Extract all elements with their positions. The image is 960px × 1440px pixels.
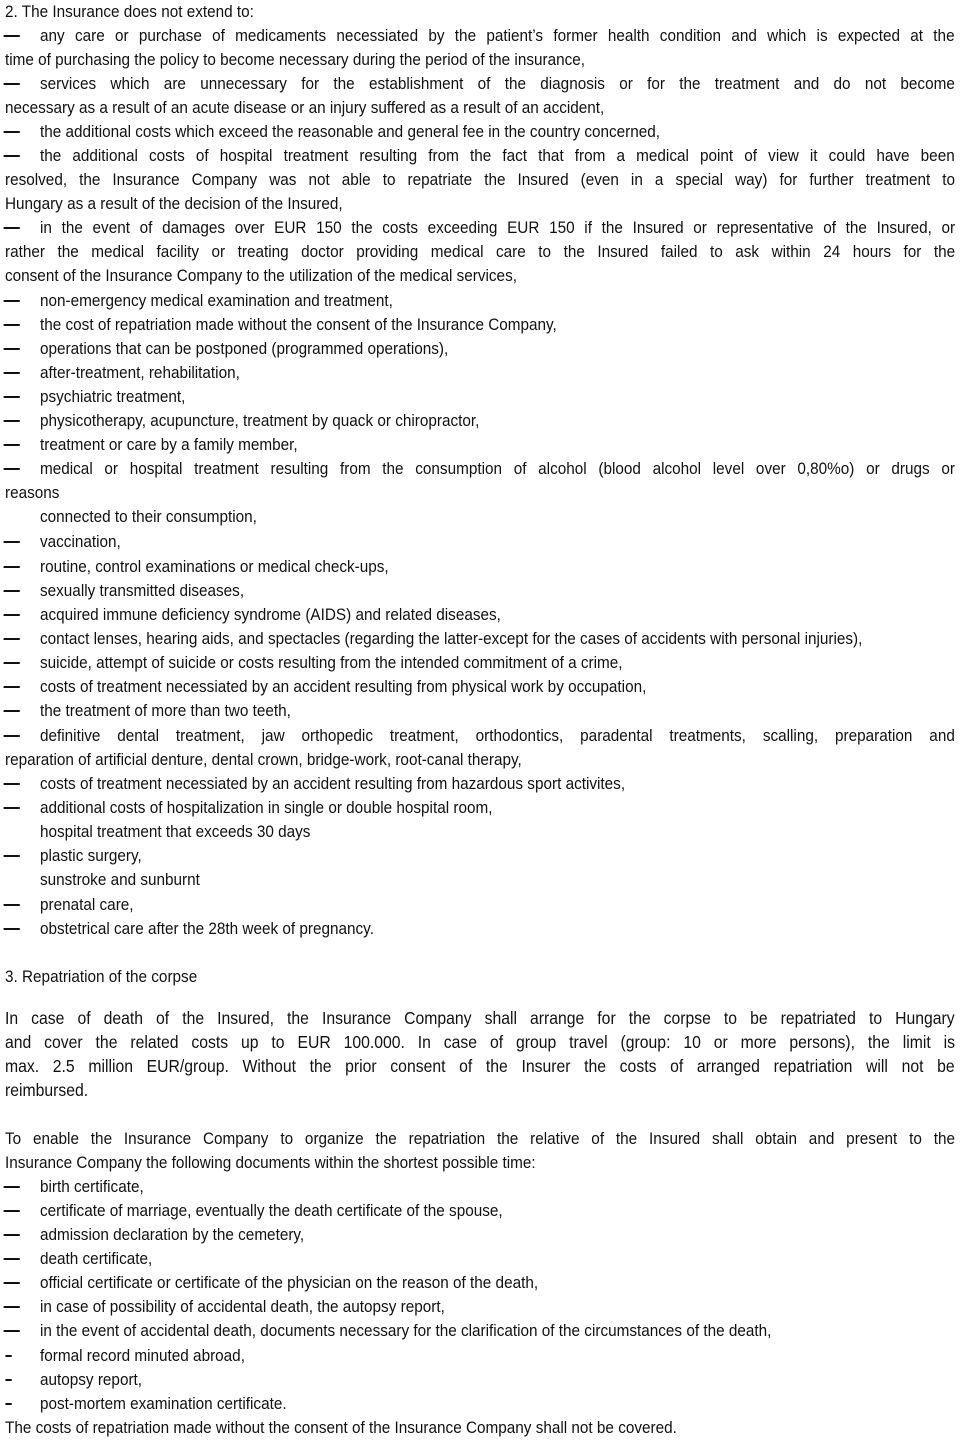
document-item: in case of possibility of accidental death, the autopsy report, — [39, 1297, 445, 1316]
em-dash-bullet-icon — [4, 662, 20, 664]
em-dash-bullet-icon — [4, 131, 20, 133]
exclusion-item: prenatal care, — [39, 895, 134, 914]
em-dash-bullet-icon — [4, 541, 20, 543]
document-subitem: formal record minuted abroad, — [39, 1346, 245, 1365]
document-item: official certificate or certificate of the physician on the reason of the death, — [39, 1273, 539, 1292]
em-dash-bullet-icon — [4, 1330, 20, 1332]
em-dash-bullet-icon — [4, 348, 20, 350]
exclusion-item: sexually transmitted diseases, — [39, 581, 245, 600]
exclusion-item-continuation: reasons — [4, 483, 60, 503]
em-dash-bullet-icon — [4, 638, 20, 640]
em-dash-bullet-icon — [4, 686, 20, 688]
section-2-heading: 2. The Insurance does not extend to: — [4, 2, 254, 21]
em-dash-bullet-icon — [4, 710, 20, 712]
em-dash-bullet-icon — [4, 566, 20, 568]
hyphen-bullet-icon — [5, 1379, 11, 1381]
em-dash-bullet-icon — [4, 783, 20, 785]
exclusion-item: psychiatric treatment, — [39, 387, 186, 406]
document-item: birth certificate, — [39, 1177, 144, 1196]
exclusion-item-continuation: rather the medical facility or treating doctor providing medical care to the Insured failed to ask within 24 hours for the — [4, 242, 956, 262]
exclusion-item: contact lenses, hearing aids, and spectacles (regarding the latter-except for the cases of accidents with personal injuries), — [39, 629, 863, 648]
exclusion-item: the additional costs which exceed the reasonable and general fee in the country concerned, — [39, 122, 661, 141]
document-item: certificate of marriage, eventually the death certificate of the spouse, — [39, 1201, 503, 1220]
exclusion-item-continuation: reparation of artificial denture, dental crown, bridge-work, root-canal therapy, — [4, 750, 522, 770]
exclusion-item: treatment or care by a family member, — [39, 435, 298, 454]
exclusion-item-continuation: consent of the Insurance Company to the utilization of the medical services, — [4, 266, 517, 286]
exclusion-item: medical or hospital treatment resulting from the consumption of alcohol (blood alcohol level over 0,80%o) or drugs or — [39, 459, 955, 478]
exclusion-item: routine, control examinations or medical check-ups, — [39, 557, 389, 576]
em-dash-bullet-icon — [4, 300, 20, 302]
em-dash-bullet-icon — [4, 735, 20, 737]
em-dash-bullet-icon — [4, 35, 20, 37]
exclusion-item-continuation: hospital treatment that exceeds 30 days — [39, 822, 311, 842]
em-dash-bullet-icon — [4, 420, 20, 422]
document-item: admission declaration by the cemetery, — [39, 1225, 305, 1244]
em-dash-bullet-icon — [4, 928, 20, 930]
repatriation-paragraph-line: In case of death of the Insured, the Insurance Company shall arrange for the corpse to be repatriated to Hungary — [4, 1008, 955, 1028]
document-subitem: autopsy report, — [39, 1370, 143, 1389]
document-item: in the event of accidental death, documents necessary for the clarification of the circumstances of the death, — [39, 1321, 772, 1340]
em-dash-bullet-icon — [4, 1234, 20, 1236]
exclusion-item: additional costs of hospitalization in single or double hospital room, — [39, 798, 493, 817]
exclusion-item-continuation: time of purchasing the policy to become necessary during the period of the insurance, — [4, 50, 586, 70]
documents-intro-line: Insurance Company the following documents within the shortest possible time: — [4, 1153, 536, 1172]
exclusion-item: operations that can be postponed (programmed operations), — [39, 339, 449, 358]
exclusion-item: in the event of damages over EUR 150 the costs exceeding EUR 150 if the Insured or representative of the Insured, or — [39, 218, 956, 237]
repatriation-paragraph-line: max. 2.5 million EUR/group. Without the prior consent of the Insurer the costs of arranged repatriation will not be — [4, 1056, 955, 1076]
exclusion-item: services which are unnecessary for the establishment of the diagnosis or for the treatment and do not become — [39, 74, 955, 93]
em-dash-bullet-icon — [4, 614, 20, 616]
exclusion-item: any care or purchase of medicaments necessiated by the patient’s former health condition and which is expected at the — [39, 26, 955, 45]
documents-intro-line: To enable the Insurance Company to organize the repatriation the relative of the Insured shall obtain and present to the — [4, 1129, 955, 1148]
exclusion-item: acquired immune deficiency syndrome (AIDS) and related diseases, — [39, 605, 501, 624]
closing-note: The costs of repatriation made without the consent of the Insurance Company shall not be covered. — [4, 1418, 677, 1437]
exclusion-item: definitive dental treatment, jaw orthopedic treatment, orthodontics, paradental treatments, scalling, preparation and — [39, 726, 955, 745]
exclusion-item: after-treatment, rehabilitation, — [39, 363, 240, 382]
exclusion-item-continuation: resolved, the Insurance Company was not able to repatriate the Insured (even in a special way) for further treatment to — [4, 170, 956, 190]
em-dash-bullet-icon — [4, 1258, 20, 1260]
exclusion-item-continuation: necessary as a result of an acute disease or an injury suffered as a result of an accident, — [4, 98, 605, 118]
em-dash-bullet-icon — [4, 855, 20, 857]
exclusion-item-continuation: connected to their consumption, — [39, 507, 257, 527]
exclusion-item: non-emergency medical examination and treatment, — [39, 291, 393, 310]
hyphen-bullet-icon — [5, 1403, 11, 1405]
em-dash-bullet-icon — [4, 372, 20, 374]
em-dash-bullet-icon — [4, 444, 20, 446]
em-dash-bullet-icon — [4, 1186, 20, 1188]
exclusion-item: costs of treatment necessiated by an accident resulting from hazardous sport activites, — [39, 774, 626, 793]
em-dash-bullet-icon — [4, 324, 20, 326]
exclusion-item: plastic surgery, — [39, 846, 142, 865]
em-dash-bullet-icon — [4, 904, 20, 906]
em-dash-bullet-icon — [4, 1210, 20, 1212]
em-dash-bullet-icon — [4, 1282, 20, 1284]
em-dash-bullet-icon — [4, 1306, 20, 1308]
em-dash-bullet-icon — [4, 155, 20, 157]
document-item: death certificate, — [39, 1249, 153, 1268]
exclusion-item: the treatment of more than two teeth, — [39, 701, 291, 720]
repatriation-paragraph-line: and cover the related costs up to EUR 100.000. In case of group travel (group: 10 or more persons), the limit is — [4, 1032, 955, 1052]
exclusion-item: physicotherapy, acupuncture, treatment by quack or chiropractor, — [39, 411, 480, 430]
exclusion-item: costs of treatment necessiated by an accident resulting from physical work by occupation, — [39, 677, 647, 696]
document-subitem: post-mortem examination certificate. — [39, 1394, 287, 1413]
em-dash-bullet-icon — [4, 807, 20, 809]
exclusion-item: vaccination, — [39, 532, 121, 551]
section-3-heading: 3. Repatriation of the corpse — [4, 967, 198, 986]
em-dash-bullet-icon — [4, 396, 20, 398]
em-dash-bullet-icon — [4, 468, 20, 470]
exclusion-item: suicide, attempt of suicide or costs resulting from the intended commitment of a crime, — [39, 653, 623, 672]
exclusion-item: the cost of repatriation made without the consent of the Insurance Company, — [39, 315, 557, 334]
exclusion-item: obstetrical care after the 28th week of pregnancy. — [39, 919, 374, 938]
em-dash-bullet-icon — [4, 590, 20, 592]
hyphen-bullet-icon — [5, 1355, 11, 1357]
em-dash-bullet-icon — [4, 83, 20, 85]
exclusion-item-continuation: Hungary as a result of the decision of the Insured, — [4, 194, 343, 214]
exclusion-item: the additional costs of hospital treatment resulting from the fact that from a medical point of view it could have been — [39, 146, 955, 165]
exclusion-item-continuation: sunstroke and sunburnt — [39, 870, 200, 890]
repatriation-paragraph-line: reimbursed. — [4, 1080, 89, 1100]
em-dash-bullet-icon — [4, 227, 20, 229]
